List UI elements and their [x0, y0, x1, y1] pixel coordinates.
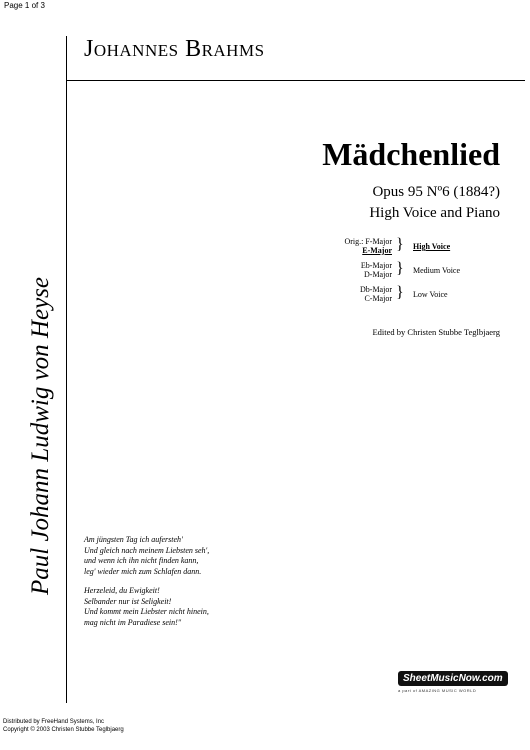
- key-group-low: [336, 285, 496, 309]
- composer-name: Johannes Brahms: [84, 36, 265, 62]
- page-number: Page 1 of 3: [4, 1, 45, 10]
- logo-wordmark: SheetMusicNow.com: [398, 671, 508, 686]
- key-name: D-Major: [364, 270, 392, 279]
- voice-label-medium: Medium Voice: [413, 266, 461, 275]
- poet-name: Paul Johann Ludwig von Heyse: [27, 276, 54, 596]
- key-group-high: [336, 237, 496, 261]
- key-group-medium: [336, 261, 496, 285]
- key-name: C-Major: [364, 294, 392, 303]
- opus-number: Opus 95 Nº6 (1884?): [372, 184, 500, 200]
- poem-stanza: [84, 535, 209, 577]
- key-name: Eb-Major: [360, 261, 392, 270]
- voice-label-high: High Voice: [413, 242, 451, 251]
- poem-line: Und gleich nach meinem Liebsten seh',: [84, 545, 210, 555]
- publisher-logo[interactable]: [398, 668, 521, 693]
- vertical-rule: [66, 36, 67, 703]
- editor-credit: Edited by Christen Stubbe Teglbjaerg: [372, 327, 500, 337]
- poem-text: [84, 535, 209, 637]
- poem-line: Und kommt mein Liebster nicht hinein,: [84, 607, 209, 616]
- footer-credits: [3, 718, 124, 734]
- brace-icon: }: [396, 260, 404, 277]
- logo-tagline: a part of AMAZING MUSIC WORLD: [398, 688, 477, 693]
- poem-line: Herzeleid, du Ewigkeit!: [84, 586, 160, 595]
- key-list: [336, 237, 496, 309]
- poem-line: mag nicht im Paradiese sein!": [84, 617, 182, 627]
- brace-icon: }: [396, 284, 404, 301]
- poem-line: leg' wieder mich zum Schlafen dann.: [84, 566, 202, 576]
- distributor-line: Distributed by FreeHand Systems, Inc: [3, 719, 105, 725]
- poem-stanza: [84, 586, 209, 628]
- poem-line: Selbander nur ist Seligkeit!: [84, 596, 172, 606]
- poem-line: und wenn ich ihn nicht finden kann,: [84, 556, 199, 565]
- brace-icon: }: [396, 236, 404, 253]
- poem-line: Am jüngsten Tag ich aufersteh': [84, 535, 183, 544]
- key-selected: E-Major: [362, 246, 392, 255]
- copyright-line: Copyright © 2003 Christen Stubbe Teglbjaerg: [3, 727, 124, 733]
- poet-container: [26, 226, 56, 646]
- voicing-subtitle: High Voice and Piano: [369, 205, 500, 221]
- key-name: Db-Major: [360, 285, 392, 294]
- voice-label-low: Low Voice: [413, 290, 448, 299]
- song-title: Mädchenlied: [322, 136, 500, 172]
- horizontal-rule: [66, 80, 525, 81]
- key-original: Orig.: F-Major: [344, 237, 392, 246]
